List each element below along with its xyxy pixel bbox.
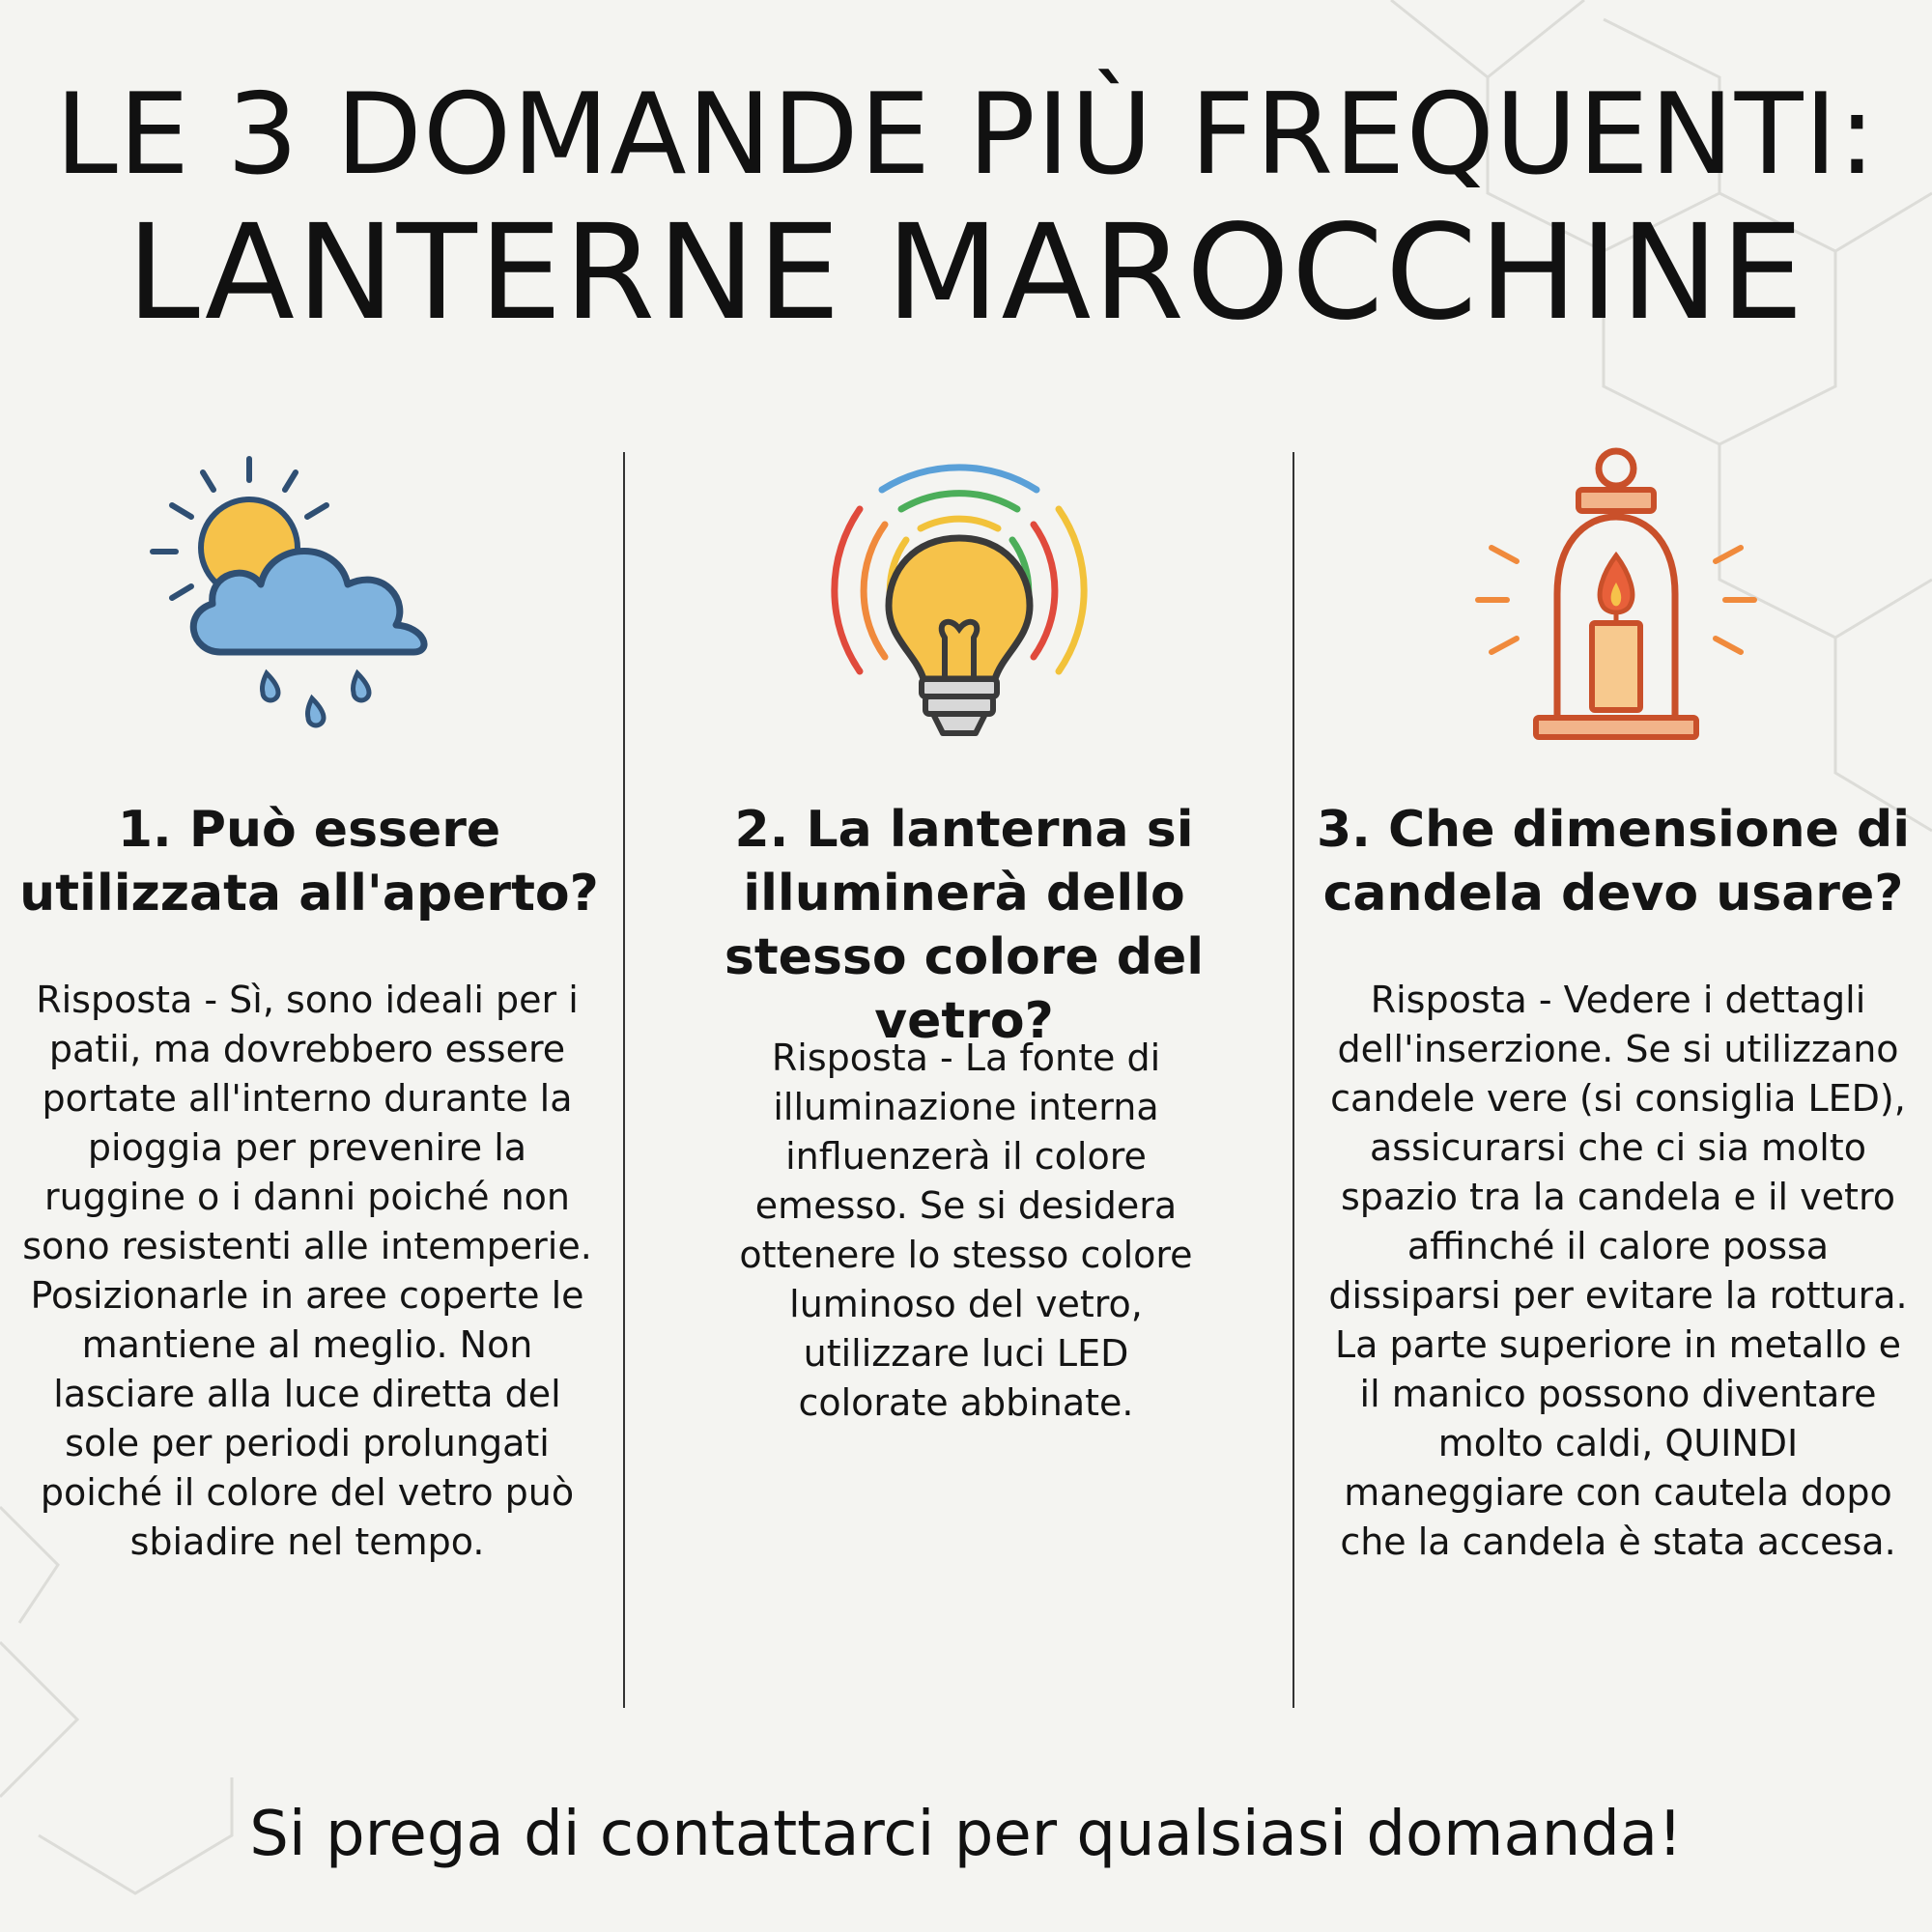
faq-question-3: 3. Che dimensione di candela devo usare?	[1316, 801, 1911, 923]
faq-answer-1: Risposta - Sì, sono ideali per i patii, ma dovrebbero essere portate all'interno durante la pioggia per prevenire la ruggine o i danni poiché non sono resistenti alle intemperie. Posizionarle in aree coperte le mantiene al meglio. Non lasciare alla luce diretta del sole per periodi prolungati poiché il colore del vetro può sbiadire nel tempo.	[22, 979, 592, 1563]
weather-sun-cloud-rain-icon	[143, 440, 462, 758]
column-divider-right	[1293, 452, 1294, 1708]
lightbulb-rainbow-icon	[800, 440, 1119, 758]
column-divider-left	[623, 452, 625, 1708]
faq-question-1: 1. Può essere utilizzata all'aperto?	[19, 801, 599, 923]
candle-lantern-icon	[1457, 440, 1776, 758]
faq-answer-3: Risposta - Vedere i dettagli dell'inserzione. Se si utilizzano candele vere (si consiglia LED), assicurarsi che ci sia molto spazio tra la candela e il vetro affinché il calore possa dissiparsi per evitare la rottura. La parte superiore in metallo e il manico possono diventare molto caldi, QUINDI maneggiare con cautela dopo che la candela è stata accesa.	[1328, 979, 1908, 1563]
page-title-line-2: LANTERNE MAROCCHINE	[127, 197, 1805, 350]
faq-question-2: 2. La lanterna si illuminerà dello stesso colore del vetro?	[724, 801, 1205, 1050]
page-title-line-1: LE 3 DOMANDE PIÙ FREQUENTI:	[55, 70, 1877, 200]
contact-footer: Si prega di contattarci per qualsiasi domanda!	[249, 1799, 1683, 1870]
faq-answer-2: Risposta - La fonte di illuminazione interna influenzerà il colore emesso. Se si desidera ottenere lo stesso colore luminoso del vetro, utilizzare luci LED colorate abbinate.	[739, 1037, 1193, 1424]
